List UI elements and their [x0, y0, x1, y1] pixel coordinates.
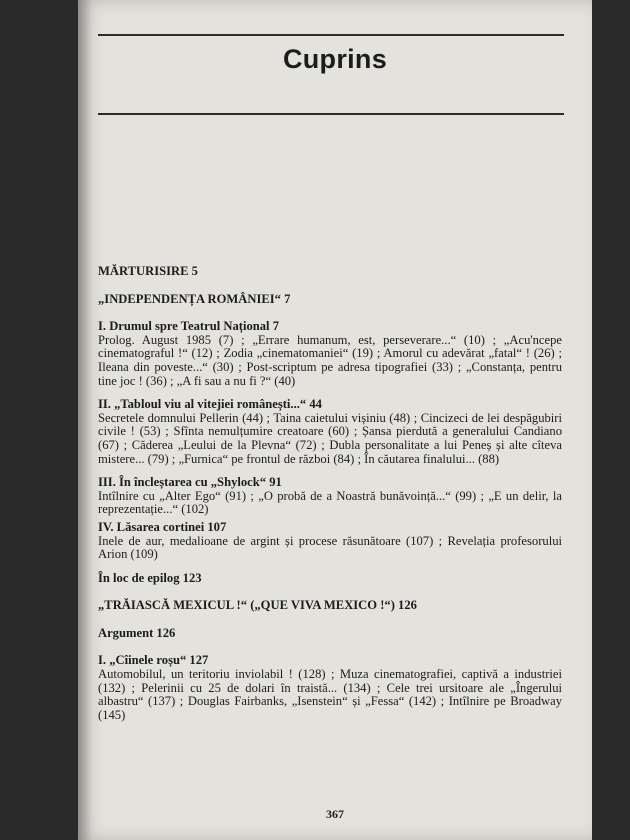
book-page — [78, 0, 592, 840]
chapter-heading: I. „Cîinele roșu“ 127 — [98, 653, 209, 668]
chapter-subentries: Automobilul, un teritoriu inviolabil ! (128) ; Muza cinematografiei, captivă a industriei (132) ; Pelerinii cu 25 de dolari în traistă... (134) ; Cele trei ursitoare ale „Îngerului albastru“ (137) ; Douglas Fairbanks, „Isenstein“ și „Fessa“ (142) ; Intîlnire pe Broadway (145) — [98, 667, 562, 722]
toc-section-independenta: „INDEPENDENȚA ROMÂNIEI“ 7 — [98, 291, 291, 306]
chapter-heading: I. Drumul spre Teatrul Național 7 — [98, 319, 279, 334]
title-rule — [98, 113, 564, 115]
toc-chapter — [98, 521, 562, 562]
toc-chapter — [98, 398, 562, 466]
toc-chapter — [98, 320, 562, 388]
page-title: Cuprins — [282, 44, 388, 74]
chapter-subentries: Secretele domnului Pellerin (44) ; Taina caietului vișiniu (48) ; Cincizeci de lei despăgubiri civile ! (53) ; Sfînta nemulțumire creatoare (60) ; Șansa pierdută a generalului Candiano (67) ; Căderea „Leului de la Plevna“ (72) ; Dubla personalitate a lui Peneș și alte cîteva mistere... (79) ; „Furnica“ pe frontul de război (84) ; În căutarea finalului... (88) — [98, 410, 562, 466]
toc-section-marturisire: MĂRTURISIRE 5 — [98, 264, 198, 278]
toc-section-argument: Argument 126 — [98, 625, 176, 640]
chapter-heading: II. „Tabloul viu al vitejiei românești...“ 44 — [98, 397, 322, 412]
table-of-contents — [98, 265, 562, 732]
top-rule — [98, 34, 564, 36]
chapter-subentries: Prolog. August 1985 (7) ; „Errare humanum, est, perseverare...“ (10) ; „Acu'ncepe cinematograful !“ (12) ; Zodia „cinematomaniei“ (19) ; Amorul cu adevărat „fatal“ ! (26) ; Ileana din poveste...“ (30) ; Post-scriptum pe adresa tipografiei (33) ; „Constanța, pentru tine joc ! (36) ; „A fi sau a nu fi ?“ (40) — [98, 332, 562, 388]
chapter-heading: IV. Lăsarea cortinei 107 — [98, 519, 227, 534]
chapter-subentries: Inele de aur, medalioane de argint și procese răsunătoare (107) ; Revelația profesorului Arion (109) — [98, 533, 562, 562]
chapter-subentries: Intîlnire cu „Alter Ego“ (91) ; „O probă de a Noastră bunăvoință...“ (99) ; „E un delir, la reprezentație...“ (102) — [98, 488, 562, 517]
toc-chapter — [98, 476, 562, 517]
toc-section-epilog: În loc de epilog 123 — [98, 570, 202, 585]
page-number: 367 — [326, 807, 344, 821]
page-gutter-shadow — [78, 0, 92, 840]
toc-section-mexic: „TRĂIASCĂ MEXICUL !“ („QUE VIVA MEXICO !“) 126 — [98, 598, 417, 613]
chapter-heading: III. În încleștarea cu „Shylock“ 91 — [98, 475, 282, 490]
toc-chapter — [98, 654, 562, 722]
